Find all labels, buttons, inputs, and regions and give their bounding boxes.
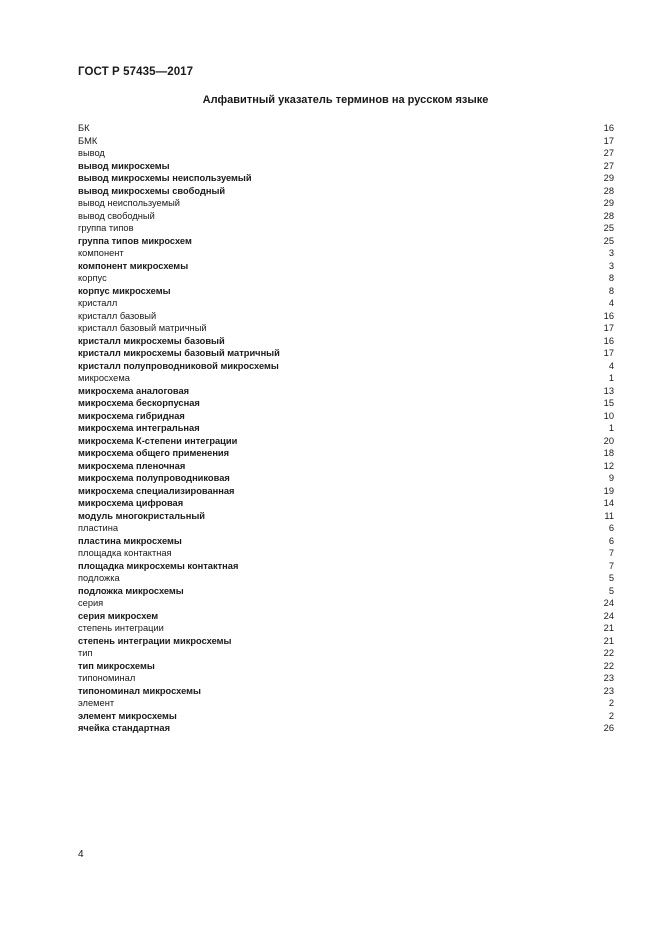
index-term: группа типов	[78, 223, 134, 233]
index-term: группа типов микросхем	[78, 235, 192, 246]
index-page-ref: 11	[604, 510, 614, 521]
index-page-ref: 28	[603, 185, 614, 196]
document-standard-header: ГОСТ Р 57435—2017	[78, 66, 194, 78]
index-entry	[78, 322, 614, 335]
index-term: микросхема бескорпусная	[78, 398, 200, 408]
term-index-list	[78, 122, 614, 735]
index-page-ref: 25	[603, 223, 614, 233]
index-page-ref: 29	[603, 173, 614, 183]
index-term: элемент	[78, 698, 115, 708]
index-term: микросхема цифровая	[78, 498, 184, 508]
index-term: микросхема гибридная	[78, 410, 185, 421]
index-page-ref: 12	[603, 460, 614, 471]
index-term: корпус	[78, 273, 107, 283]
index-term: вывод микросхемы неиспользуемый	[78, 173, 252, 183]
index-page-ref: 28	[603, 210, 614, 221]
index-page-ref: 24	[603, 598, 614, 608]
index-page-ref: 3	[608, 248, 614, 258]
index-entry	[78, 410, 614, 423]
index-entry	[78, 610, 614, 623]
index-entry	[78, 497, 614, 510]
index-page-ref: 2	[608, 698, 614, 708]
index-term: тип	[78, 648, 93, 658]
index-page-ref: 13	[603, 385, 614, 396]
index-term: серия	[78, 598, 104, 608]
index-entry	[78, 360, 614, 373]
index-page-ref: 20	[603, 435, 614, 446]
index-term: кристалл базовый	[78, 310, 157, 321]
index-entry	[78, 260, 614, 273]
index-term: тип микросхемы	[78, 660, 155, 671]
index-page-ref: 16	[603, 310, 614, 321]
page-number: 4	[78, 849, 84, 860]
index-entry	[78, 435, 614, 448]
index-title: Алфавитный указатель терминов на русском языке	[202, 94, 489, 106]
index-page-ref: 23	[603, 673, 614, 683]
index-page-ref: 5	[608, 573, 614, 583]
index-page-ref: 7	[608, 560, 614, 571]
index-page-ref: 5	[608, 585, 614, 596]
index-page-ref: 16	[603, 335, 614, 346]
index-entry	[78, 285, 614, 298]
index-page-ref: 1	[608, 423, 614, 433]
index-term: степень интеграции	[78, 623, 164, 633]
index-term: микросхема общего применения	[78, 448, 230, 458]
index-page-ref: 21	[603, 623, 614, 633]
index-entry	[78, 397, 614, 410]
index-entry	[78, 185, 614, 198]
index-page-ref: 26	[603, 723, 614, 733]
index-term: вывод	[78, 148, 105, 158]
index-term: пластина	[78, 523, 119, 533]
index-term: вывод микросхемы	[78, 160, 170, 171]
index-term: микросхема полупроводниковая	[78, 473, 230, 483]
index-page-ref: 24	[603, 610, 614, 621]
index-entry	[78, 347, 614, 360]
index-term: кристалл полупроводниковой микросхемы	[78, 360, 279, 371]
index-page-ref: 6	[608, 523, 614, 533]
index-term: модуль многокристальный	[78, 510, 206, 521]
index-page-ref: 9	[608, 473, 614, 483]
index-page-ref: 27	[603, 148, 614, 158]
index-page-ref: 23	[603, 685, 614, 696]
index-term: кристалл микросхемы базовый	[78, 335, 225, 346]
index-entry	[78, 522, 614, 535]
index-entry	[78, 447, 614, 460]
index-page-ref: 22	[603, 648, 614, 658]
index-entry	[78, 622, 614, 635]
index-entry	[78, 672, 614, 685]
index-entry	[78, 135, 614, 148]
index-page-ref: 8	[608, 273, 614, 283]
index-entry	[78, 160, 614, 173]
index-entry	[78, 197, 614, 210]
index-page-ref: 8	[608, 285, 614, 296]
index-entry	[78, 722, 614, 735]
index-page-ref: 29	[603, 198, 614, 208]
index-term: микросхема К-степени интеграции	[78, 435, 238, 446]
index-term: микросхема пленочная	[78, 460, 186, 471]
index-page-ref: 17	[603, 323, 614, 333]
index-entry	[78, 172, 614, 185]
index-term: кристалл микросхемы базовый матричный	[78, 348, 280, 358]
index-page-ref: 14	[603, 498, 614, 508]
index-page-ref: 27	[603, 160, 614, 171]
index-entry	[78, 247, 614, 260]
index-term: площадка микросхемы контактная	[78, 560, 239, 571]
index-term: компонент микросхемы	[78, 260, 189, 271]
index-term: микросхема	[78, 373, 130, 383]
index-entry	[78, 560, 614, 573]
index-page-ref: 17	[603, 135, 614, 146]
index-term: ячейка стандартная	[78, 723, 171, 733]
index-term: вывод неиспользуемый	[78, 198, 180, 208]
index-page-ref: 10	[603, 410, 614, 421]
index-term: вывод свободный	[78, 210, 155, 221]
index-entry	[78, 372, 614, 385]
index-page-ref: 19	[603, 485, 614, 496]
index-entry	[78, 385, 614, 398]
index-entry	[78, 597, 614, 610]
index-page-ref: 7	[608, 548, 614, 558]
index-page-ref: 4	[608, 360, 614, 371]
index-page-ref: 25	[603, 235, 614, 246]
index-entry	[78, 297, 614, 310]
index-entry	[78, 635, 614, 648]
index-entry	[78, 585, 614, 598]
index-entry	[78, 272, 614, 285]
index-entry	[78, 210, 614, 223]
index-entry	[78, 697, 614, 710]
index-page-ref: 17	[603, 348, 614, 358]
index-page-ref: 1	[608, 373, 614, 383]
index-term: микросхема интегральная	[78, 423, 200, 433]
index-entry	[78, 510, 614, 523]
index-entry	[78, 122, 614, 135]
index-entry	[78, 335, 614, 348]
index-term: типономинал	[78, 673, 136, 683]
index-term: кристалл	[78, 298, 118, 308]
index-page-ref: 15	[603, 398, 614, 408]
index-page-ref: 6	[608, 535, 614, 546]
index-term: вывод микросхемы свободный	[78, 185, 226, 196]
index-page-ref: 22	[603, 660, 614, 671]
index-entry	[78, 235, 614, 248]
index-page-ref: 4	[608, 298, 614, 308]
index-page-ref: 16	[603, 123, 614, 133]
index-term: степень интеграции микросхемы	[78, 635, 232, 646]
index-term: подложка микросхемы	[78, 585, 184, 596]
index-entry	[78, 472, 614, 485]
index-entry	[78, 572, 614, 585]
index-entry	[78, 647, 614, 660]
index-term: микросхема аналоговая	[78, 385, 190, 396]
index-page-ref: 2	[608, 710, 614, 721]
index-page-ref: 3	[608, 260, 614, 271]
index-term: кристалл базовый матричный	[78, 323, 207, 333]
index-term: типономинал микросхемы	[78, 685, 201, 696]
index-entry	[78, 310, 614, 323]
index-term: БМК	[78, 135, 98, 146]
index-term: корпус микросхемы	[78, 285, 171, 296]
index-entry	[78, 535, 614, 548]
index-term: пластина микросхемы	[78, 535, 182, 546]
index-page-ref: 18	[603, 448, 614, 458]
index-entry	[78, 485, 614, 498]
index-entry	[78, 547, 614, 560]
index-entry	[78, 422, 614, 435]
index-entry	[78, 222, 614, 235]
index-entry	[78, 710, 614, 723]
index-term: элемент микросхемы	[78, 710, 177, 721]
index-term: площадка контактная	[78, 548, 172, 558]
index-entry	[78, 660, 614, 673]
index-term: подложка	[78, 573, 120, 583]
index-term: серия микросхем	[78, 610, 159, 621]
index-term: БК	[78, 123, 90, 133]
index-entry	[78, 685, 614, 698]
index-term: микросхема специализированная	[78, 485, 235, 496]
index-entry	[78, 147, 614, 160]
index-entry	[78, 460, 614, 473]
index-page-ref: 21	[603, 635, 614, 646]
index-term: компонент	[78, 248, 124, 258]
